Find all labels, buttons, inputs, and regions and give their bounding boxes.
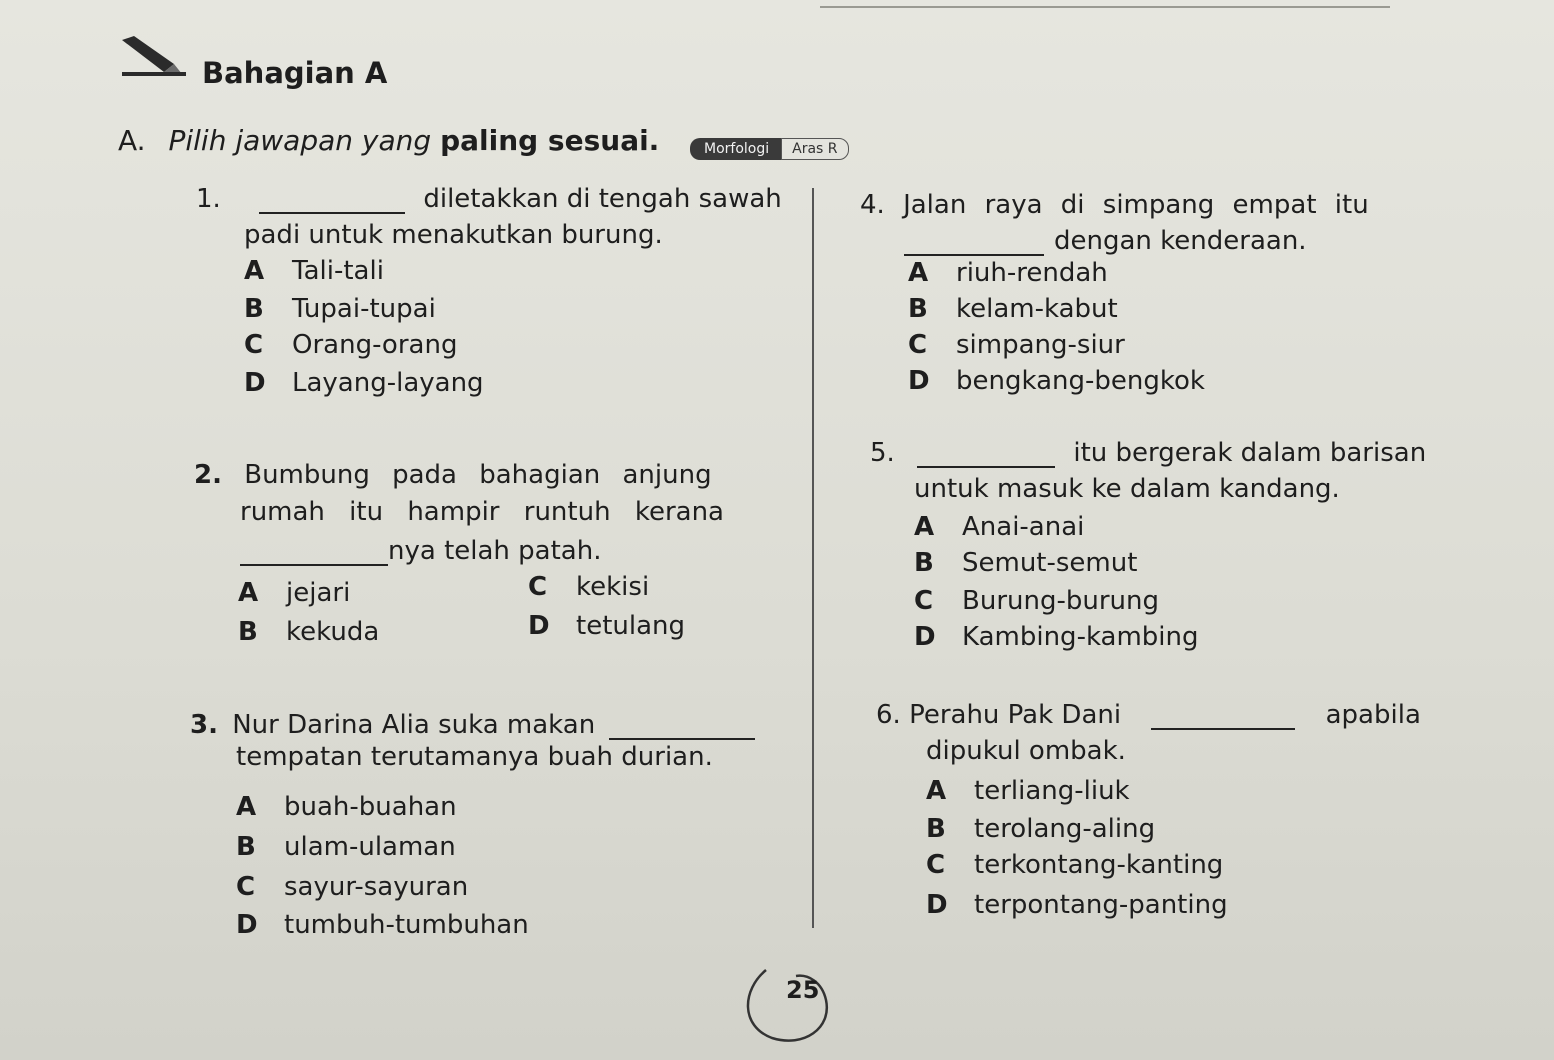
option-4d: D bengkang-bengkok xyxy=(908,366,1205,396)
instruction-italic: Pilih jawapan yang xyxy=(168,124,432,157)
question-5-number: 5. xyxy=(870,438,895,468)
question-3-line-1 xyxy=(190,710,755,740)
pencil-icon xyxy=(120,36,192,78)
option-1b: B Tupai-tupai xyxy=(244,294,436,324)
tag-level: Aras R xyxy=(781,138,848,160)
question-4-line-1 xyxy=(860,190,1369,220)
answer-blank xyxy=(240,564,388,566)
page-number: 25 xyxy=(786,976,820,1004)
page-top-rule xyxy=(820,6,1390,8)
option-3d: D tumbuh-tumbuhan xyxy=(236,910,529,940)
answer-blank xyxy=(1151,728,1295,730)
question-6-number: 6. xyxy=(876,700,901,730)
question-5-line-1 xyxy=(870,438,1426,468)
question-5-text: itu bergerak dalam barisan xyxy=(1073,438,1427,468)
option-1d: D Layang-layang xyxy=(244,368,484,398)
option-2a: A jejari xyxy=(238,578,351,608)
question-6-text: Perahu Pak Dani xyxy=(909,700,1122,730)
option-3c: C sayur-sayuran xyxy=(236,872,469,902)
instruction-bold: paling sesuai. xyxy=(440,124,660,157)
question-6-line-2: dipukul ombak. xyxy=(926,736,1126,766)
option-5c: C Burung-burung xyxy=(914,586,1159,616)
question-3-line-2: tempatan terutamanya buah durian. xyxy=(236,742,713,772)
section-title: Bahagian A xyxy=(202,56,388,90)
option-5b: B Semut-semut xyxy=(914,548,1138,578)
question-1-line-2: padi untuk menakutkan burung. xyxy=(244,220,663,250)
answer-blank xyxy=(609,738,755,740)
question-2-line-2: rumah itu hampir runtuh kerana xyxy=(240,497,724,527)
option-4c: C simpang-siur xyxy=(908,330,1125,360)
option-6c: C terkontang-kanting xyxy=(926,850,1224,880)
option-2b: B kekuda xyxy=(238,617,380,647)
question-4-text: Jalan raya di simpang empat itu xyxy=(903,190,1369,220)
column-divider xyxy=(812,188,814,928)
instruction-number: A. xyxy=(118,124,146,157)
option-5a: A Anai-anai xyxy=(914,512,1085,542)
question-2-text: Bumbung pada bahagian anjung xyxy=(244,460,712,490)
answer-blank xyxy=(259,212,405,214)
question-1-line-1 xyxy=(196,184,782,214)
question-2-line-3: nya telah patah. xyxy=(240,536,601,566)
question-4-number: 4. xyxy=(860,190,885,220)
answer-blank xyxy=(904,254,1044,256)
option-6d: D terpontang-panting xyxy=(926,890,1228,920)
instruction-line xyxy=(118,124,659,157)
option-1c: C Orang-orang xyxy=(244,330,458,360)
option-2d: D tetulang xyxy=(528,611,686,641)
question-6-line-1: 6. Perahu Pak Dani apabila xyxy=(876,700,1421,730)
option-6a: A terliang-liuk xyxy=(926,776,1130,806)
option-6b: B terolang-aling xyxy=(926,814,1156,844)
question-1-number: 1. xyxy=(196,184,221,214)
pen-circle-mark xyxy=(738,960,838,1050)
question-2-line-1 xyxy=(194,460,712,490)
topic-tags xyxy=(690,138,849,160)
option-3a: A buah-buahan xyxy=(236,792,457,822)
question-1-text: diletakkan di tengah sawah xyxy=(423,184,782,214)
option-1a: A Tali-tali xyxy=(244,256,384,286)
answer-blank xyxy=(917,466,1055,468)
option-5d: D Kambing-kambing xyxy=(914,622,1199,652)
question-2-number: 2. xyxy=(194,460,222,490)
question-5-line-2: untuk masuk ke dalam kandang. xyxy=(914,474,1340,504)
question-3-number: 3. xyxy=(190,710,218,740)
question-4-line-2: dengan kenderaan. xyxy=(904,226,1307,256)
question-3-text: Nur Darina Alia suka makan xyxy=(232,710,596,740)
option-4a: A riuh-rendah xyxy=(908,258,1108,288)
option-3b: B ulam-ulaman xyxy=(236,832,456,862)
tag-topic: Morfologi xyxy=(690,138,781,160)
option-4b: B kelam-kabut xyxy=(908,294,1118,324)
option-2c: C kekisi xyxy=(528,572,650,602)
